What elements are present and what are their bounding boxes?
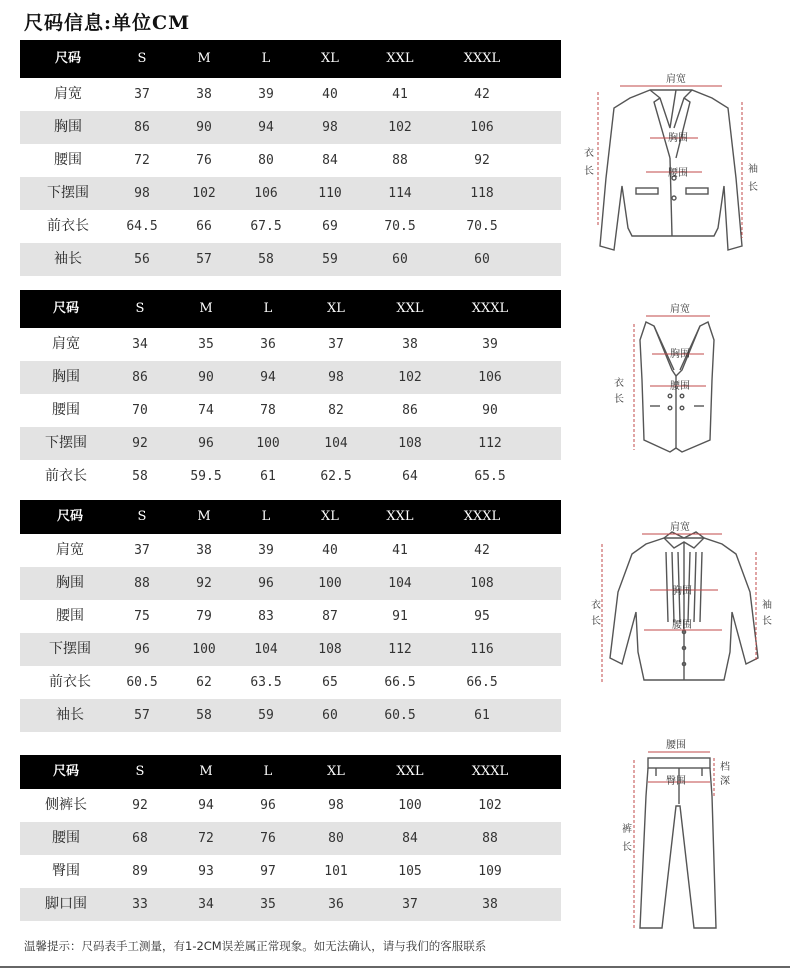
row-label: 臀围 bbox=[52, 863, 80, 879]
table-cell: 84 bbox=[402, 831, 418, 846]
table-cell: 109 bbox=[478, 864, 502, 879]
header-size-s: S bbox=[137, 509, 147, 524]
row-label: 胸围 bbox=[52, 369, 80, 385]
pants-length-label-b: 长 bbox=[622, 842, 632, 853]
table-row bbox=[20, 460, 561, 493]
header-size-xl: XL bbox=[327, 764, 345, 779]
pants-waist-label: 腰围 bbox=[666, 740, 686, 751]
row-label: 前衣长 bbox=[47, 218, 89, 234]
header-size-m: M bbox=[199, 301, 213, 316]
table-cell: 35 bbox=[260, 897, 276, 912]
table-cell: 100 bbox=[256, 436, 280, 451]
header-size-xxl: XXL bbox=[386, 51, 414, 66]
table-cell: 69 bbox=[322, 219, 338, 234]
row-label: 胸围 bbox=[54, 119, 82, 135]
table-cell: 112 bbox=[478, 436, 502, 451]
header-size-s: S bbox=[137, 51, 147, 66]
table-cell: 88 bbox=[134, 576, 150, 591]
table-cell: 91 bbox=[392, 609, 408, 624]
header-size-xl: XL bbox=[327, 301, 345, 316]
table-cell: 65 bbox=[322, 675, 338, 690]
table-row bbox=[20, 144, 561, 177]
table-cell: 104 bbox=[324, 436, 348, 451]
table-row bbox=[20, 210, 561, 243]
table-cell: 58 bbox=[258, 252, 274, 267]
jacket-length-label-b: 长 bbox=[584, 166, 594, 177]
footnote: 温馨提示：尺码表手工测量，有1-2CM误差属正常现象。如无法确认，请与我们的客服联系 bbox=[24, 939, 487, 953]
row-label: 腰围 bbox=[52, 402, 80, 418]
shirt-length-label-a: 衣 bbox=[591, 600, 601, 611]
table-cell: 96 bbox=[134, 642, 150, 657]
table-row bbox=[20, 600, 561, 633]
table-header bbox=[20, 290, 561, 328]
table-cell: 101 bbox=[324, 864, 348, 879]
shirt-shoulder-label: 肩宽 bbox=[670, 522, 690, 533]
table-cell: 63.5 bbox=[250, 675, 282, 690]
vest-diagram bbox=[600, 300, 750, 460]
table-cell: 96 bbox=[260, 798, 276, 813]
table-cell: 102 bbox=[192, 186, 216, 201]
table-cell: 72 bbox=[198, 831, 214, 846]
table-cell: 41 bbox=[392, 543, 408, 558]
row-label: 袖长 bbox=[54, 251, 82, 267]
table-cell: 102 bbox=[398, 370, 422, 385]
table-cell: 74 bbox=[198, 403, 214, 418]
size-table-vest bbox=[20, 290, 561, 493]
row-label: 肩宽 bbox=[56, 542, 84, 558]
header-size-l: L bbox=[261, 51, 271, 66]
pants-rise-label-b: 深 bbox=[720, 776, 730, 787]
header-size-xxxl: XXXL bbox=[463, 51, 501, 66]
table-cell: 57 bbox=[196, 252, 212, 267]
table-cell: 106 bbox=[254, 186, 278, 201]
row-label: 腰围 bbox=[56, 608, 84, 624]
table-header bbox=[20, 40, 561, 78]
table-cell: 87 bbox=[322, 609, 338, 624]
table-cell: 72 bbox=[134, 153, 150, 168]
header-size-xxl: XXL bbox=[386, 509, 414, 524]
table-cell: 108 bbox=[470, 576, 494, 591]
table-cell: 104 bbox=[254, 642, 278, 657]
table-cell: 106 bbox=[478, 370, 502, 385]
table-cell: 60 bbox=[322, 708, 338, 723]
table-row bbox=[20, 633, 561, 666]
header-size-label: 尺码 bbox=[52, 764, 80, 779]
shirt-length-label-b: 长 bbox=[591, 616, 601, 627]
table-cell: 59 bbox=[258, 708, 274, 723]
header-size-m: M bbox=[197, 51, 211, 66]
table-cell: 40 bbox=[322, 87, 338, 102]
header-size-l: L bbox=[263, 764, 273, 779]
table-cell: 92 bbox=[132, 436, 148, 451]
table-cell: 56 bbox=[134, 252, 150, 267]
header-size-xxxl: XXXL bbox=[463, 509, 501, 524]
vest-length-label-b: 长 bbox=[614, 394, 624, 405]
row-label: 下摆围 bbox=[49, 641, 91, 657]
row-label: 袖长 bbox=[56, 707, 84, 723]
table-cell: 78 bbox=[260, 403, 276, 418]
page-title: 尺码信息:单位CM bbox=[24, 12, 191, 34]
table-cell: 82 bbox=[328, 403, 344, 418]
table-header bbox=[20, 755, 561, 789]
table-cell: 60 bbox=[392, 252, 408, 267]
table-cell: 61 bbox=[474, 708, 490, 723]
table-row bbox=[20, 855, 561, 888]
header-size-xxxl: XXXL bbox=[471, 764, 509, 779]
jacket-diagram bbox=[578, 68, 778, 268]
table-cell: 98 bbox=[328, 370, 344, 385]
table-cell: 89 bbox=[132, 864, 148, 879]
table-cell: 95 bbox=[474, 609, 490, 624]
table-row bbox=[20, 361, 561, 394]
header-size-xl: XL bbox=[321, 51, 339, 66]
table-cell: 38 bbox=[196, 87, 212, 102]
table-cell: 83 bbox=[258, 609, 274, 624]
table-cell: 62.5 bbox=[320, 469, 352, 484]
table-cell: 98 bbox=[134, 186, 150, 201]
table-cell: 34 bbox=[132, 337, 148, 352]
row-label: 肩宽 bbox=[52, 336, 80, 352]
jacket-shoulder-label: 肩宽 bbox=[666, 74, 686, 85]
header-size-xxl: XXL bbox=[396, 301, 424, 316]
table-row bbox=[20, 394, 561, 427]
row-label: 前衣长 bbox=[49, 674, 91, 690]
table-cell: 66.5 bbox=[466, 675, 498, 690]
header-size-l: L bbox=[263, 301, 273, 316]
vest-shoulder-label: 肩宽 bbox=[670, 304, 690, 315]
table-cell: 68 bbox=[132, 831, 148, 846]
table-cell: 96 bbox=[198, 436, 214, 451]
row-label: 下摆围 bbox=[45, 435, 87, 451]
table-cell: 92 bbox=[474, 153, 490, 168]
table-cell: 37 bbox=[402, 897, 418, 912]
row-label: 胸围 bbox=[56, 575, 84, 591]
table-cell: 58 bbox=[196, 708, 212, 723]
header-size-l: L bbox=[261, 509, 271, 524]
table-cell: 94 bbox=[258, 120, 274, 135]
table-cell: 106 bbox=[470, 120, 494, 135]
table-row bbox=[20, 243, 561, 276]
table-cell: 57 bbox=[134, 708, 150, 723]
header-size-xxxl: XXXL bbox=[471, 301, 509, 316]
table-cell: 37 bbox=[134, 543, 150, 558]
table-cell: 76 bbox=[260, 831, 276, 846]
table-row bbox=[20, 177, 561, 210]
table-cell: 64.5 bbox=[126, 219, 158, 234]
jacket-sleeve-label-b: 长 bbox=[748, 182, 758, 193]
header-size-xxl: XXL bbox=[396, 764, 424, 779]
shirt-sleeve-label-a: 袖 bbox=[762, 600, 772, 611]
table-cell: 62 bbox=[196, 675, 212, 690]
pants-rise-label-a: 档 bbox=[720, 762, 730, 773]
table-cell: 100 bbox=[318, 576, 342, 591]
table-cell: 38 bbox=[196, 543, 212, 558]
table-cell: 36 bbox=[260, 337, 276, 352]
table-cell: 66 bbox=[196, 219, 212, 234]
row-label: 腰围 bbox=[52, 830, 80, 846]
shirt-chest-label: 胸围 bbox=[672, 586, 692, 597]
row-label: 前衣长 bbox=[45, 468, 87, 484]
table-row bbox=[20, 427, 561, 460]
table-cell: 75 bbox=[134, 609, 150, 624]
table-cell: 98 bbox=[322, 120, 338, 135]
table-cell: 98 bbox=[328, 798, 344, 813]
table-cell: 104 bbox=[388, 576, 412, 591]
shirt-diagram bbox=[588, 512, 778, 692]
size-table-jacket bbox=[20, 40, 561, 276]
table-cell: 80 bbox=[328, 831, 344, 846]
table-cell: 37 bbox=[134, 87, 150, 102]
vest-chest-label: 胸围 bbox=[670, 349, 690, 360]
table-cell: 67.5 bbox=[250, 219, 282, 234]
table-cell: 41 bbox=[392, 87, 408, 102]
table-cell: 36 bbox=[328, 897, 344, 912]
table-cell: 118 bbox=[470, 186, 494, 201]
table-cell: 86 bbox=[134, 120, 150, 135]
vest-length-label-a: 衣 bbox=[614, 378, 624, 389]
table-cell: 33 bbox=[132, 897, 148, 912]
table-row bbox=[20, 789, 561, 822]
table-cell: 40 bbox=[322, 543, 338, 558]
pants-diagram bbox=[618, 736, 748, 936]
row-label: 下摆围 bbox=[47, 185, 89, 201]
table-row bbox=[20, 888, 561, 921]
size-table-shirt bbox=[20, 500, 561, 732]
jacket-waist-label: 腰围 bbox=[668, 168, 688, 179]
table-cell: 70.5 bbox=[384, 219, 416, 234]
shirt-sleeve-label-b: 长 bbox=[762, 616, 772, 627]
table-cell: 37 bbox=[328, 337, 344, 352]
table-cell: 60 bbox=[474, 252, 490, 267]
table-row bbox=[20, 567, 561, 600]
table-cell: 108 bbox=[318, 642, 342, 657]
table-cell: 112 bbox=[388, 642, 412, 657]
table-cell: 96 bbox=[258, 576, 274, 591]
row-label: 肩宽 bbox=[54, 86, 82, 102]
table-cell: 58 bbox=[132, 469, 148, 484]
table-row bbox=[20, 111, 561, 144]
table-cell: 84 bbox=[322, 153, 338, 168]
header-size-xl: XL bbox=[321, 509, 339, 524]
table-cell: 70 bbox=[132, 403, 148, 418]
table-header bbox=[20, 500, 561, 534]
bottom-divider bbox=[0, 966, 790, 968]
table-cell: 94 bbox=[198, 798, 214, 813]
table-cell: 108 bbox=[398, 436, 422, 451]
row-label: 侧裤长 bbox=[45, 797, 87, 813]
table-cell: 61 bbox=[260, 469, 276, 484]
row-label: 脚口围 bbox=[45, 896, 87, 912]
table-cell: 64 bbox=[402, 469, 418, 484]
table-cell: 110 bbox=[318, 186, 342, 201]
shirt-waist-label: 腰围 bbox=[672, 620, 692, 631]
table-row bbox=[20, 666, 561, 699]
table-cell: 90 bbox=[482, 403, 498, 418]
header-size-m: M bbox=[197, 509, 211, 524]
header-size-label: 尺码 bbox=[56, 509, 84, 524]
table-cell: 88 bbox=[392, 153, 408, 168]
table-cell: 102 bbox=[478, 798, 502, 813]
table-cell: 97 bbox=[260, 864, 276, 879]
table-cell: 60.5 bbox=[384, 708, 416, 723]
pants-hip-label: 臀围 bbox=[666, 776, 686, 787]
table-cell: 100 bbox=[192, 642, 216, 657]
table-row bbox=[20, 534, 561, 567]
table-cell: 38 bbox=[482, 897, 498, 912]
vest-waist-label: 腰围 bbox=[670, 381, 690, 392]
table-cell: 65.5 bbox=[474, 469, 506, 484]
table-cell: 38 bbox=[402, 337, 418, 352]
table-cell: 116 bbox=[470, 642, 494, 657]
table-cell: 93 bbox=[198, 864, 214, 879]
table-cell: 60.5 bbox=[126, 675, 158, 690]
pants-length-label-a: 裤 bbox=[622, 824, 632, 835]
table-cell: 39 bbox=[482, 337, 498, 352]
table-cell: 34 bbox=[198, 897, 214, 912]
table-cell: 90 bbox=[198, 370, 214, 385]
table-cell: 70.5 bbox=[466, 219, 498, 234]
table-row bbox=[20, 78, 561, 111]
table-cell: 90 bbox=[196, 120, 212, 135]
table-cell: 39 bbox=[258, 543, 274, 558]
header-size-s: S bbox=[135, 301, 145, 316]
table-cell: 59 bbox=[322, 252, 338, 267]
header-size-label: 尺码 bbox=[52, 301, 80, 316]
jacket-sleeve-label-a: 袖 bbox=[748, 164, 758, 175]
table-cell: 114 bbox=[388, 186, 412, 201]
table-cell: 92 bbox=[132, 798, 148, 813]
table-cell: 100 bbox=[398, 798, 422, 813]
table-cell: 59.5 bbox=[190, 469, 222, 484]
table-cell: 86 bbox=[402, 403, 418, 418]
table-cell: 80 bbox=[258, 153, 274, 168]
table-cell: 42 bbox=[474, 87, 490, 102]
table-cell: 79 bbox=[196, 609, 212, 624]
header-size-m: M bbox=[199, 764, 213, 779]
header-size-label: 尺码 bbox=[54, 51, 82, 66]
table-row bbox=[20, 822, 561, 855]
jacket-length-label-a: 衣 bbox=[584, 148, 594, 159]
table-cell: 42 bbox=[474, 543, 490, 558]
table-cell: 86 bbox=[132, 370, 148, 385]
table-cell: 102 bbox=[388, 120, 412, 135]
table-row bbox=[20, 328, 561, 361]
size-table-pants bbox=[20, 755, 561, 921]
table-cell: 92 bbox=[196, 576, 212, 591]
table-cell: 66.5 bbox=[384, 675, 416, 690]
header-size-s: S bbox=[135, 764, 145, 779]
table-cell: 88 bbox=[482, 831, 498, 846]
table-cell: 76 bbox=[196, 153, 212, 168]
jacket-chest-label: 胸围 bbox=[668, 133, 688, 144]
table-row bbox=[20, 699, 561, 732]
table-cell: 105 bbox=[398, 864, 422, 879]
table-cell: 94 bbox=[260, 370, 276, 385]
table-cell: 39 bbox=[258, 87, 274, 102]
table-cell: 35 bbox=[198, 337, 214, 352]
row-label: 腰围 bbox=[54, 152, 82, 168]
